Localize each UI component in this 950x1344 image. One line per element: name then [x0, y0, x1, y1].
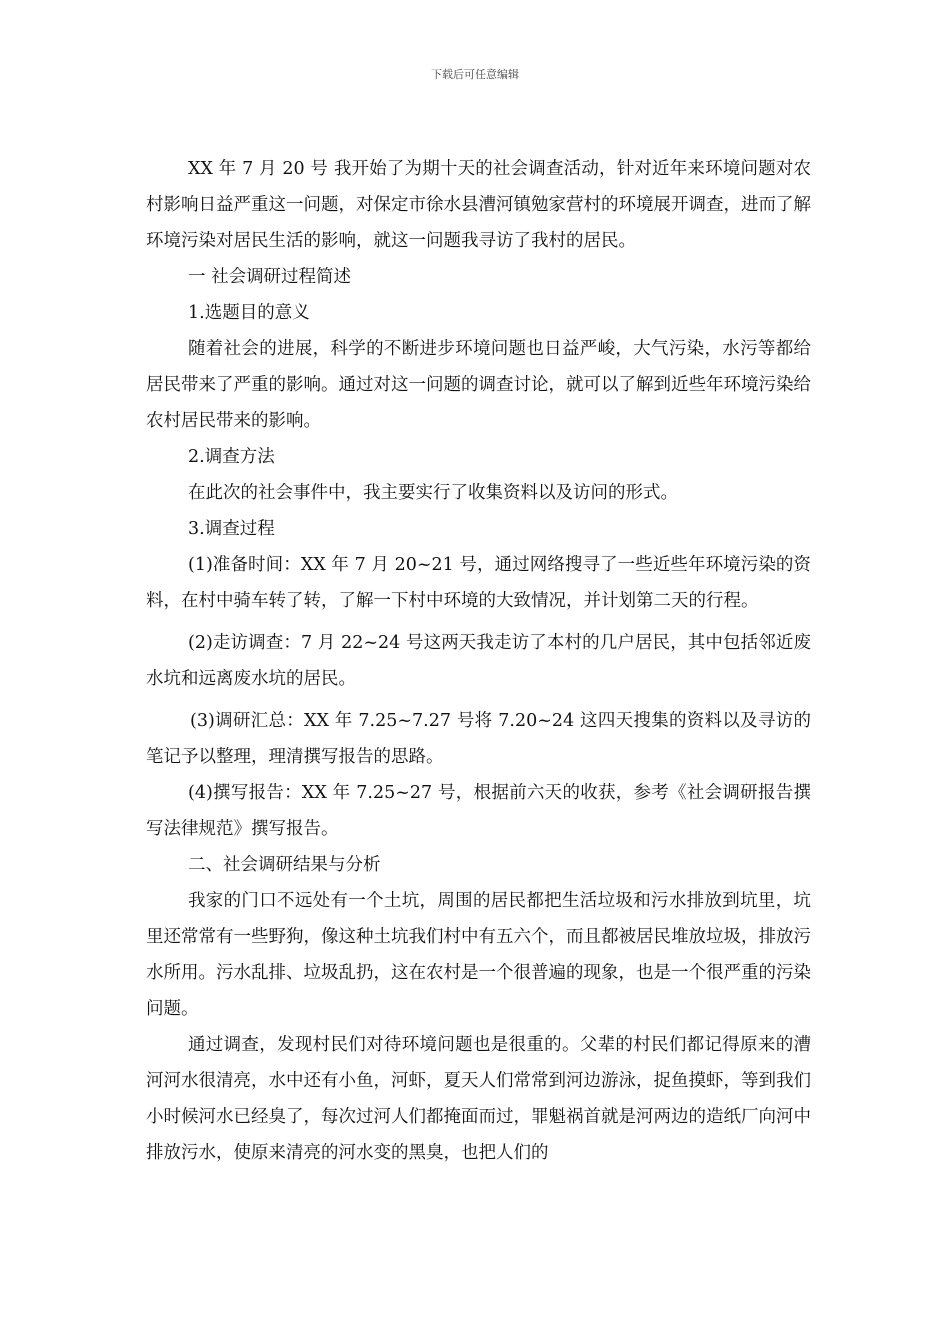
subheading-purpose: 1.选题目的意义	[188, 303, 310, 323]
section-heading-1: 一 社会调研过程简述	[188, 267, 352, 287]
paragraph-intro: XX 年 7 月 20 号 我开始了为期十天的社会调查活动，针对近年来环境问题对农村影响日益严重这一问题，对保定市徐水县漕河镇勉家营村的环境展开调查，进而了解环境污染对居民生活的影响，就这一问题我寻访了我村的居民。	[146, 159, 811, 251]
paragraph-step-3: (3)调研汇总：XX 年 7.25~7.27 号将 7.20~24 这四天搜集的资料以及寻访的笔记予以整理，理清撰写报告的思路。	[146, 711, 811, 767]
paragraph-step-4: (4)撰写报告：XX 年 7.25~27 号，根据前六天的收获，参考《社会调研报告撰写法律规范》撰写报告。	[146, 783, 811, 839]
paragraph-purpose: 随着社会的进展，科学的不断进步环境问题也日益严峻，大气污染，水污等都给居民带来了严重的影响。通过对这一问题的调查讨论，就可以了解到近些年环境污染给农村居民带来的影响。	[146, 339, 811, 431]
paragraph-step-2: (2)走访调查：7 月 22~24 号这两天我走访了本村的几户居民，其中包括邻近废水坑和远离废水坑的居民。	[146, 633, 811, 689]
section-heading-2: 二、社会调研结果与分析	[188, 855, 381, 875]
subheading-process: 3.调查过程	[188, 519, 275, 539]
paragraph-results-2: 通过调查，发现村民们对待环境问题也是很重的。父辈的村民们都记得原来的漕河河水很清亮，水中还有小鱼，河虾，夏天人们常常到河边游泳，捉鱼摸虾，等到我们小时候河水已经臭了，每次过河人们都掩面而过，罪魁祸首就是河两边的造纸厂向河中排放污水，使原来清亮的河水变的黑臭，也把人们的	[146, 1035, 811, 1163]
paragraph-step-1: (1)准备时间：XX 年 7 月 20~21 号，通过网络搜寻了一些近些年环境污染的资料，在村中骑车转了转，了解一下村中环境的大致情况，并计划第二天的行程。	[146, 555, 811, 611]
paragraph-results-1: 我家的门口不远处有一个土坑，周围的居民都把生活垃圾和污水排放到坑里，坑里还常常有一些野狗，像这种土坑我们村中有五六个，而且都被居民堆放垃圾，排放污水所用。污水乱排、垃圾乱扔，这在农村是一个很普遍的现象，也是一个很严重的污染问题。	[146, 891, 811, 1019]
paragraph-method: 在此次的社会事件中，我主要实行了收集资料以及访问的形式。	[188, 483, 678, 503]
page-header: 下载后可任意编辑	[431, 68, 519, 81]
subheading-method: 2.调查方法	[188, 447, 275, 467]
document-body	[146, 151, 811, 1171]
